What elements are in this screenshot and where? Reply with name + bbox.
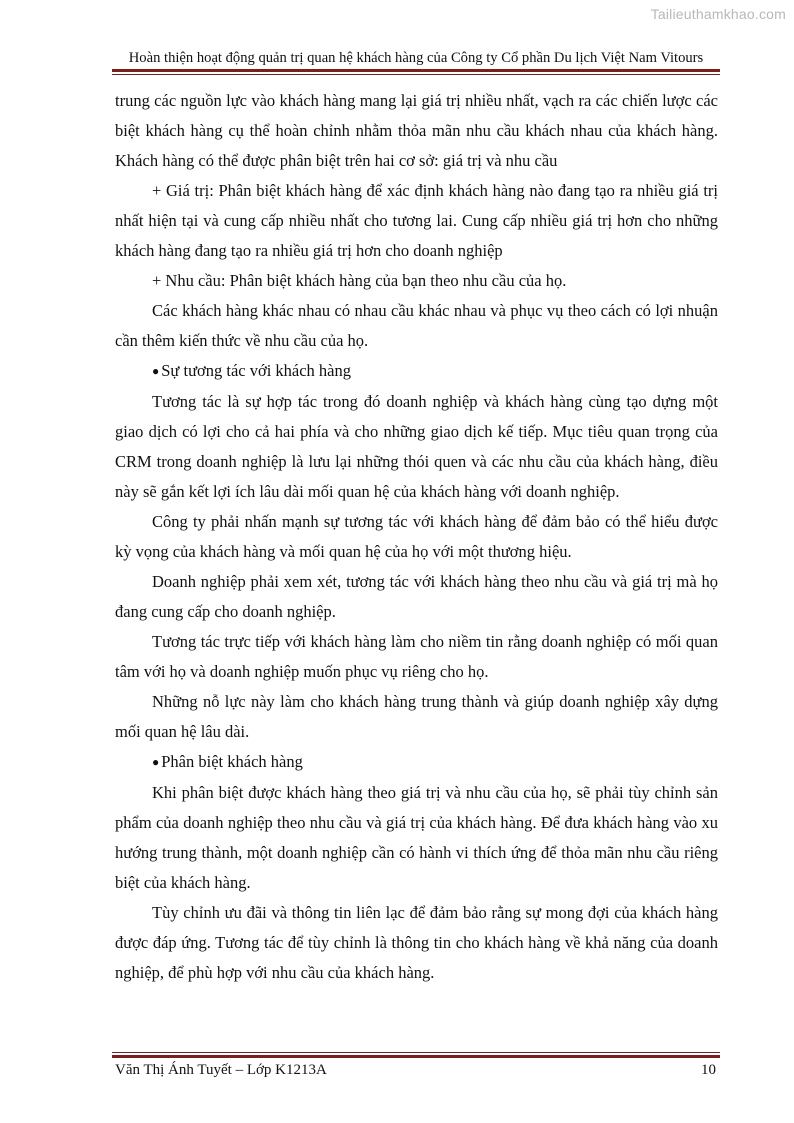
footer-rule-thick xyxy=(112,1055,720,1058)
header-rule-thin xyxy=(112,74,720,75)
paragraph-5: Tương tác là sự hợp tác trong đó doanh nghiệp và khách hàng cùng tạo dựng một giao dịch có lợi cho cả hai phía và cho những giao dịch kế tiếp. Mục tiêu quan trọng của CRM trong doanh nghiệp là lưu lại những thói quen và các nhu cầu của khách hàng, điều này sẽ gắn kết lợi ích lâu dài mối quan hệ của khách hàng với doanh nghiệp. xyxy=(115,392,718,501)
footer-rule-thin xyxy=(112,1052,720,1053)
bullet-item-differentiation xyxy=(115,747,718,778)
bullet-text: Phân biệt khách hàng xyxy=(161,752,303,771)
paragraph-4: Các khách hàng khác nhau có nhau cầu khác nhau và phục vụ theo cách có lợi nhuận cần thêm kiến thức về nhu cầu của họ. xyxy=(115,301,718,350)
paragraph-2: + Giá trị: Phân biệt khách hàng để xác định khách hàng nào đang tạo ra nhiều giá trị nhất hiện tại và cung cấp nhiều nhất cho tương lai. Cung cấp nhiều giá trị hơn cho những khách hàng đang tạo ra nhiều giá trị hơn cho doanh nghiệp xyxy=(115,181,718,260)
paragraph-8: Tương tác trực tiếp với khách hàng làm cho niềm tin rằng doanh nghiệp có mối quan tâm với họ và doanh nghiệp muốn phục vụ riêng cho họ. xyxy=(115,632,718,681)
paragraph-11: Tùy chỉnh ưu đãi và thông tin liên lạc để đảm bảo rằng sự mong đợi của khách hàng được đáp ứng. Tương tác để tùy chỉnh là thông tin cho khách hàng về khả năng của doanh nghiệp, để phù hợp với nhu cầu của khách hàng. xyxy=(115,903,718,982)
page-body xyxy=(115,86,718,988)
header-rule-thick xyxy=(112,69,720,72)
page-number: 10 xyxy=(701,1062,716,1078)
paragraph-3: + Nhu cầu: Phân biệt khách hàng của bạn theo nhu cầu của họ. xyxy=(152,271,567,290)
paragraph-9: Những nỗ lực này làm cho khách hàng trung thành và giúp doanh nghiệp xây dựng mối quan hệ lâu dài. xyxy=(115,692,718,741)
bullet-dot-icon: ● xyxy=(152,364,160,378)
paragraph-10: Khi phân biệt được khách hàng theo giá trị và nhu cầu của họ, sẽ phải tùy chỉnh sản phẩm của doanh nghiệp theo nhu cầu và giá trị của khách hàng. Để đưa khách hàng vào xu hướng trung thành, một doanh nghiệp cần có hành vi thích ứng để thỏa mãn nhu cầu riêng biệt của khách hàng. xyxy=(115,783,718,892)
paragraph-1: trung các nguồn lực vào khách hàng mang lại giá trị nhiều nhất, vạch ra các chiến lược các biệt khách hàng cụ thể hoàn chỉnh nhằm thỏa mãn nhu cầu khách nhau của khách hàng. Khách hàng có thể được phân biệt trên hai cơ sở: giá trị và nhu cầu xyxy=(115,91,718,170)
bullet-item-interaction xyxy=(115,356,718,387)
bullet-dot-icon: ● xyxy=(152,755,160,769)
paragraph-6: Công ty phải nhấn mạnh sự tương tác với khách hàng để đảm bảo có thể hiểu được kỳ vọng của khách hàng và mối quan hệ của họ với một thương hiệu. xyxy=(115,512,718,561)
paragraph-7: Doanh nghiệp phải xem xét, tương tác với khách hàng theo nhu cầu và giá trị mà họ đang cung cấp cho doanh nghiệp. xyxy=(115,572,718,621)
watermark-text: Tailieuthamkhao.com xyxy=(650,6,786,22)
page-header-title: Hoàn thiện hoạt động quản trị quan hệ khách hàng của Công ty Cổ phần Du lịch Việt Nam Vitours xyxy=(128,50,704,66)
bullet-text: Sự tương tác với khách hàng xyxy=(161,361,352,380)
footer-author: Văn Thị Ánh Tuyết – Lớp K1213A xyxy=(115,1062,327,1078)
